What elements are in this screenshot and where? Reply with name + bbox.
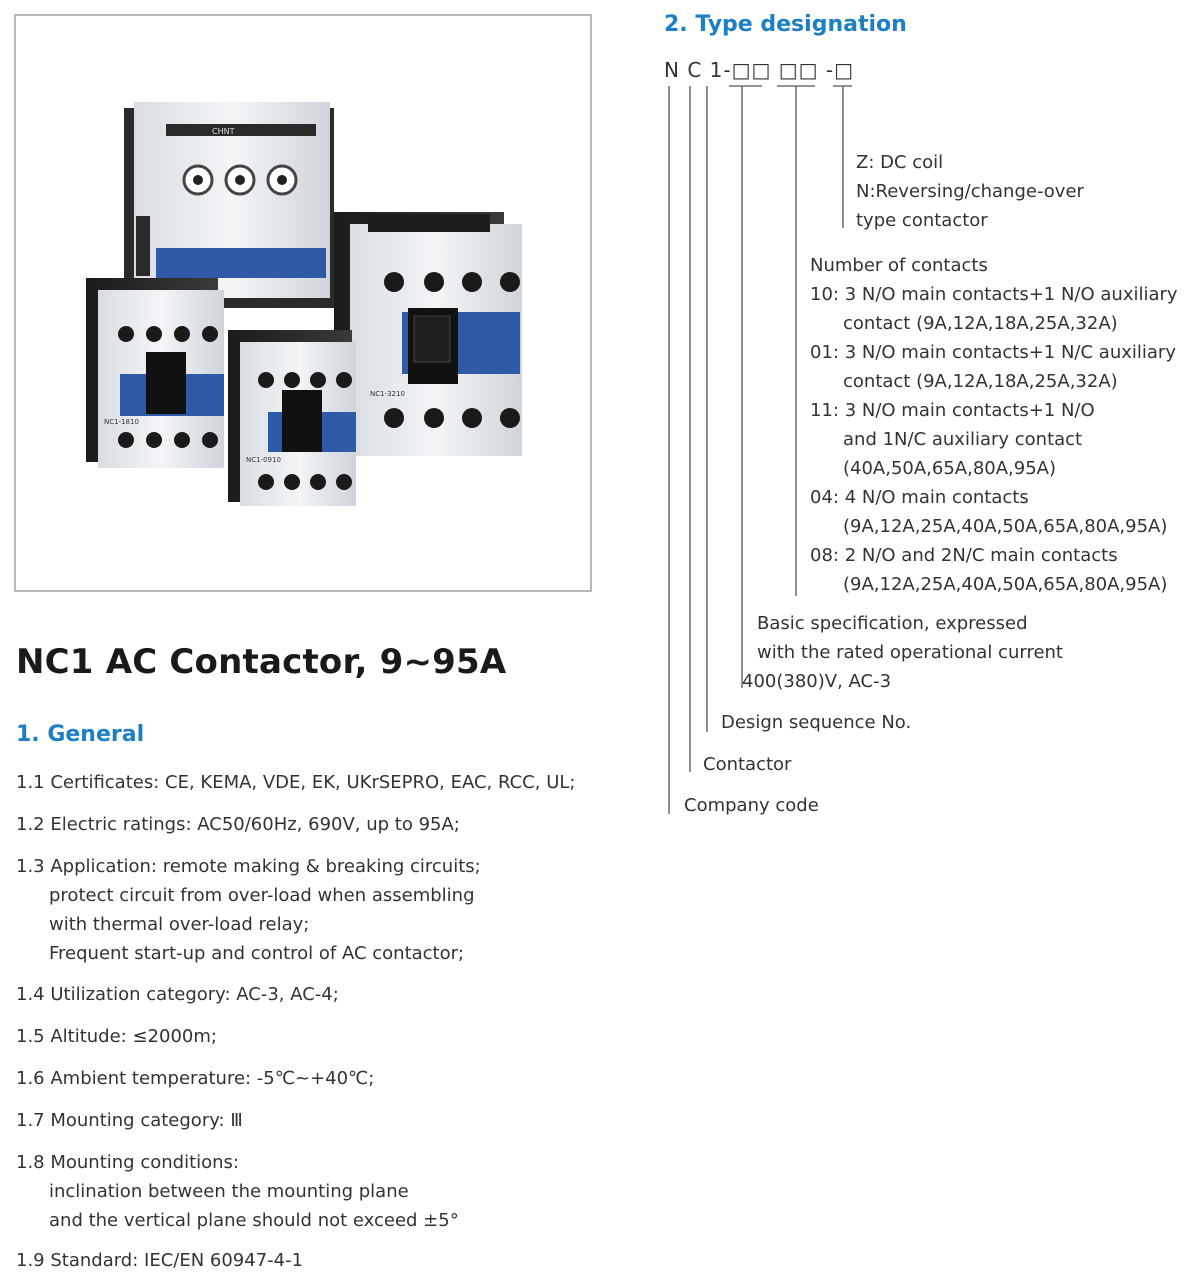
contactor-label: Contactor — [703, 754, 792, 775]
general-item-text: 1.3 Application: remote making & breaking circuits; — [16, 856, 481, 877]
contacts-entry: 08: 2 N/O and 2N/C main contacts — [810, 545, 1118, 566]
contacts-entry-continuation: contact (9A,12A,18A,25A,32A) — [843, 371, 1118, 392]
type-designation-heading: 2. Type designation — [664, 12, 907, 37]
contacts-entry: 10: 3 N/O main contacts+1 N/O auxiliary — [810, 284, 1178, 305]
contacts-entry-continuation: (9A,12A,25A,40A,50A,65A,80A,95A) — [843, 516, 1168, 537]
contacts-entry-continuation: (9A,12A,25A,40A,50A,65A,80A,95A) — [843, 574, 1168, 595]
general-item-continuation: Frequent start-up and control of AC contactor; — [49, 943, 465, 964]
general-item-text: 1.9 Standard: IEC/EN 60947-4-1 — [16, 1250, 304, 1271]
general-item-text: 1.1 Certificates: CE, KEMA, VDE, EK, UKrSEPRO, EAC, RCC, UL; — [16, 772, 576, 793]
basic-spec-description — [757, 609, 1063, 667]
photo-model-text-large: NC1-3210 — [370, 390, 405, 398]
general-item-continuation: protect circuit from over-load when assembling — [49, 885, 475, 906]
general-item-text: 1.5 Altitude: ≤2000m; — [16, 1026, 217, 1047]
general-item-continuation: inclination between the mounting plane — [49, 1181, 409, 1202]
product-title: NC1 AC Contactor, 9~95A — [16, 642, 507, 682]
general-item-text: 1.4 Utilization category: AC-3, AC-4; — [16, 984, 339, 1005]
coil-description — [856, 148, 1084, 235]
photo-model-text-left: NC1-1810 — [104, 418, 139, 426]
general-item-text: 1.6 Ambient temperature: -5℃~+40℃; — [16, 1068, 375, 1089]
general-heading: 1. General — [16, 722, 145, 747]
photo-model-text-front: NC1-0910 — [246, 456, 281, 464]
contacts-entry: 01: 3 N/O main contacts+1 N/C auxiliary — [810, 342, 1176, 363]
general-item-continuation: and the vertical plane should not exceed ±5° — [49, 1210, 459, 1231]
basic-spec-text: Basic specification, expressed — [757, 613, 1028, 634]
basic-spec-text: with the rated operational current — [757, 642, 1063, 663]
coil-line-text: N:Reversing/change-over — [856, 181, 1084, 202]
contacts-entry-continuation: contact (9A,12A,18A,25A,32A) — [843, 313, 1118, 334]
contacts-entry-continuation: (40A,50A,65A,80A,95A) — [843, 458, 1057, 479]
contacts-entry: 11: 3 N/O main contacts+1 N/O — [810, 400, 1095, 421]
contacts-description — [810, 251, 1178, 599]
general-item-continuation: with thermal over-load relay; — [49, 914, 310, 935]
type-code: N C 1-□□ □□ -□ — [664, 58, 854, 82]
contacts-entry: 04: 4 N/O main contacts — [810, 487, 1029, 508]
coil-line-text: Z: DC coil — [856, 152, 944, 173]
basic-spec-text: 400(380)V, AC-3 — [742, 671, 892, 692]
general-item-text: 1.7 Mounting category: Ⅲ — [16, 1110, 243, 1131]
basic-spec-voltage — [742, 667, 891, 696]
photo-brand-text: CHNT — [212, 127, 235, 136]
design-sequence-label: Design sequence No. — [721, 712, 912, 733]
coil-line-text: type contactor — [856, 210, 988, 231]
company-code-label: Company code — [684, 795, 819, 816]
contacts-entry-continuation: and 1N/C auxiliary contact — [843, 429, 1083, 450]
general-item-text: 1.2 Electric ratings: AC50/60Hz, 690V, up to 95A; — [16, 814, 460, 835]
contacts-title: Number of contacts — [810, 255, 988, 276]
general-item-text: 1.8 Mounting conditions: — [16, 1152, 239, 1173]
